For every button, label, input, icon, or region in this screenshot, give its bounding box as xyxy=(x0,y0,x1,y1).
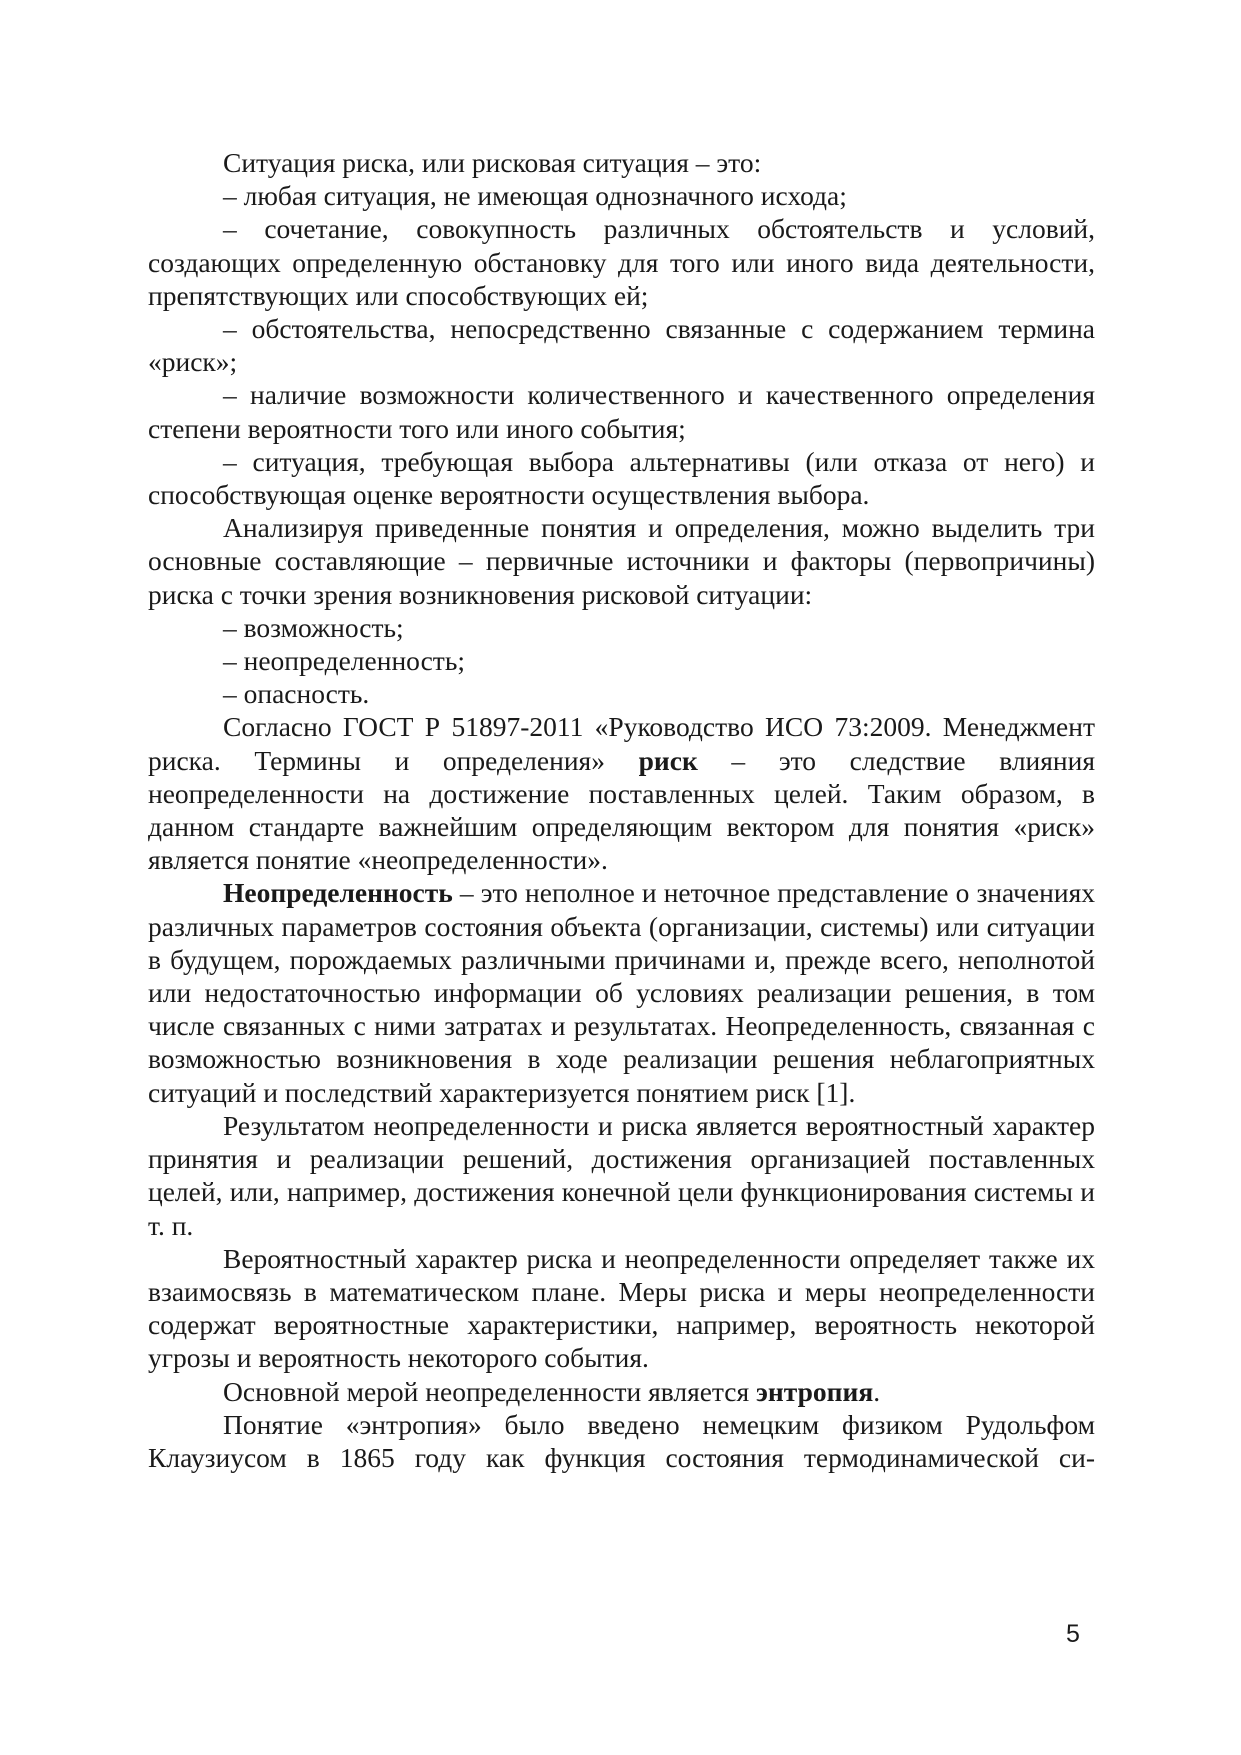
paragraph-text: Согласно ГОСТ Р 51897-2011 «Руководство ИСО 73:2009. Менеджмент риска. Термины и определения» xyxy=(148,711,1095,776)
paragraph-text: Основной мерой неопределенности является xyxy=(223,1375,757,1407)
paragraph: Анализируя приведенные понятия и определения, можно выделить три основные составляющие – первичные источники и факторы (первопричины) риска с точки зрения возникновения рисковой ситуации: xyxy=(148,512,1095,610)
document-body xyxy=(148,146,1095,1474)
list-item: – обстоятельства, непосредственно связанные с содержанием термина «риск»; xyxy=(148,313,1095,378)
paragraph xyxy=(148,1375,1095,1408)
page-number: 5 xyxy=(1066,1620,1080,1648)
paragraph xyxy=(148,710,1095,876)
list-item: – любая ситуация, не имеющая однозначного исхода; xyxy=(223,180,847,212)
list-item: – ситуация, требующая выбора альтернативы (или отказа от него) и способствующая оценке вероятности осуществления выбора. xyxy=(148,445,1095,511)
paragraph: Вероятностный характер риска и неопределенности определяет также их взаимосвязь в математическом плане. Меры риска и меры неопределенности содержат вероятностные характеристики, например, вероятность некоторой угрозы и вероятность некоторого события. xyxy=(148,1242,1095,1374)
paragraph xyxy=(148,876,1095,1108)
paragraph: Результатом неопределенности и риска является вероятностный характер принятия и реализации решений, достижения организацией поставленных целей, или, например, достижения конечной цели функционирования системы и т. п. xyxy=(148,1109,1095,1241)
paragraph: Понятие «энтропия» было введено немецким физиком Рудольфом Клаузиусом в 1865 году как функция состояния термодинамической си- xyxy=(148,1408,1095,1473)
list-item: – неопределенность; xyxy=(223,645,466,677)
list-item: – возможность; xyxy=(223,611,404,643)
term-risk: риск xyxy=(638,744,698,776)
term-uncertainty: Неопределенность xyxy=(223,877,453,909)
paragraph-text: . xyxy=(873,1375,881,1407)
paragraph-text: – это неполное и неточное представление о значениях различных параметров состояния объекта (организации, системы) или ситуации в будущем, порождаемых различными причинами и, прежде всего, неполнотой или недостаточностью информации об условиях реализации решения, в том числе связанных с ними затратах и результатах. Неопределенность, связанная с возможностью возникновения в ходе реализации решения неблагоприятных ситуаций и последствий характеризуется понятием риск [1]. xyxy=(148,877,1095,1108)
term-entropy: энтропия xyxy=(756,1375,874,1407)
paragraph-text: – это следствие влияния неопределенности на достижение поставленных целей. Таким образом, в данном стандарте важнейшим определяющим вектором для понятия «риск» является понятие «неопределенности». xyxy=(148,744,1095,876)
list-item: – сочетание, совокупность различных обстоятельств и условий, создающих определенную обстановку для того или иного вида деятельности, препятствующих или способствующих ей; xyxy=(148,213,1095,311)
list-item: – наличие возможности количественного и качественного определения степени вероятности того или иного события; xyxy=(148,379,1095,444)
list-item: – опасность. xyxy=(223,678,370,710)
paragraph: Ситуация риска, или рисковая ситуация – это: xyxy=(223,147,762,178)
